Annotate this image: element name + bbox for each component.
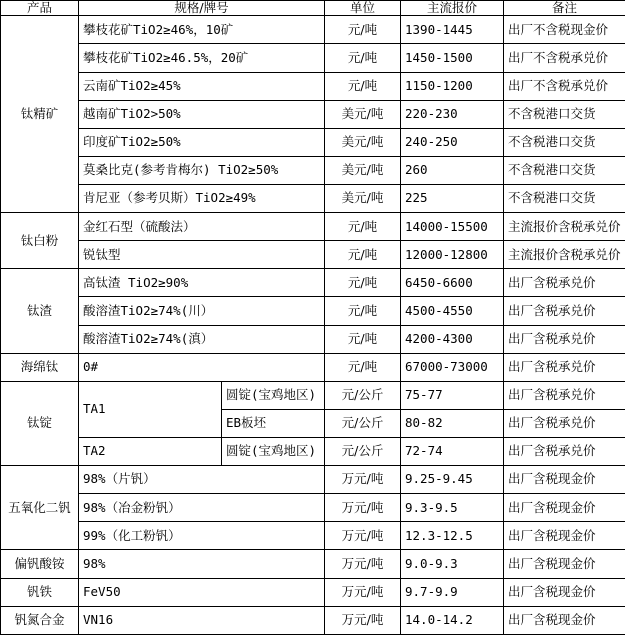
spec-cell: 酸溶渣TiO2≥74%(滇） [79,325,325,353]
spec-sub-cell: 圆锭(宝鸡地区) [222,381,325,409]
price-cell: 14.0-14.2 [401,606,504,634]
spec-cell: 98%（冶金粉钒） [79,494,325,522]
price-cell: 80-82 [401,409,504,437]
unit-cell: 万元/吨 [325,578,401,606]
unit-cell: 万元/吨 [325,522,401,550]
category-cell: 钛锭 [1,381,79,465]
note-cell: 主流报价含税承兑价 [504,213,625,241]
table-row [1,185,625,213]
header-price: 主流报价 [401,1,504,16]
price-cell: 67000-73000 [401,353,504,381]
unit-cell: 美元/吨 [325,128,401,156]
price-cell: 9.25-9.45 [401,466,504,494]
table-row [1,578,625,606]
table-row [1,156,625,184]
price-cell: 4200-4300 [401,325,504,353]
unit-cell: 元/公斤 [325,381,401,409]
spec-cell: 0# [79,353,325,381]
note-cell: 出厂含税承兑价 [504,297,625,325]
header-note: 备注 [504,1,625,16]
spec-cell: 高钛渣 TiO2≥90% [79,269,325,297]
table-row [1,381,625,409]
price-cell: 4500-4550 [401,297,504,325]
spec-cell: 攀枝花矿TiO2≥46.5%，20矿 [79,44,325,72]
spec-cell: 云南矿TiO2≥45% [79,72,325,100]
unit-cell: 元/吨 [325,353,401,381]
price-cell: 75-77 [401,381,504,409]
table-row [1,550,625,578]
category-cell: 钛渣 [1,269,79,353]
note-cell: 出厂含税承兑价 [504,381,625,409]
table-row [1,44,625,72]
note-cell: 出厂不含税现金价 [504,16,625,44]
table-row [1,128,625,156]
price-cell: 225 [401,185,504,213]
unit-cell: 万元/吨 [325,606,401,634]
note-cell: 出厂含税现金价 [504,578,625,606]
price-cell: 72-74 [401,438,504,466]
spec-sub-cell: 圆锭(宝鸡地区) [222,438,325,466]
spec-cell: TA2 [79,438,222,466]
note-cell: 出厂含税承兑价 [504,438,625,466]
spec-cell: TA1 [79,381,222,437]
unit-cell: 元/吨 [325,16,401,44]
spec-cell: 98% [79,550,325,578]
spec-cell: 越南矿TiO2>50% [79,100,325,128]
note-cell: 出厂含税现金价 [504,466,625,494]
table-body [1,16,625,635]
table-row [1,241,625,269]
table-row [1,16,625,44]
spec-cell: 98%（片钒） [79,466,325,494]
unit-cell: 元/吨 [325,241,401,269]
unit-cell: 美元/吨 [325,185,401,213]
unit-cell: 元/吨 [325,269,401,297]
price-cell: 240-250 [401,128,504,156]
note-cell: 出厂含税承兑价 [504,269,625,297]
table-row [1,438,625,466]
header-row [1,1,625,16]
price-cell: 9.7-9.9 [401,578,504,606]
category-cell: 钒氮合金 [1,606,79,634]
table-row [1,353,625,381]
price-cell: 1450-1500 [401,44,504,72]
price-cell: 6450-6600 [401,269,504,297]
price-cell: 9.0-9.3 [401,550,504,578]
table-row [1,466,625,494]
note-cell: 主流报价含税承兑价 [504,241,625,269]
spec-cell: 肯尼亚（参考贝斯）TiO2≥49% [79,185,325,213]
spec-cell: 酸溶渣TiO2≥74%(川） [79,297,325,325]
unit-cell: 元/公斤 [325,409,401,437]
unit-cell: 元/吨 [325,72,401,100]
price-cell: 14000-15500 [401,213,504,241]
category-cell: 钛精矿 [1,16,79,213]
spec-cell: 攀枝花矿TiO2≥46%，10矿 [79,16,325,44]
table-row [1,494,625,522]
note-cell: 不含税港口交货 [504,156,625,184]
note-cell: 出厂不含税承兑价 [504,72,625,100]
spec-cell: 莫桑比克(参考肯梅尔) TiO2≥50% [79,156,325,184]
price-cell: 9.3-9.5 [401,494,504,522]
unit-cell: 元/公斤 [325,438,401,466]
table-row [1,269,625,297]
table-row [1,522,625,550]
note-cell: 出厂含税现金价 [504,606,625,634]
note-cell: 不含税港口交货 [504,100,625,128]
spec-cell: 锐钛型 [79,241,325,269]
unit-cell: 万元/吨 [325,550,401,578]
category-cell: 偏钒酸铵 [1,550,79,578]
table-row [1,297,625,325]
spec-cell: 金红石型（硫酸法） [79,213,325,241]
unit-cell: 元/吨 [325,325,401,353]
table-row [1,72,625,100]
unit-cell: 美元/吨 [325,100,401,128]
spec-cell: FeV50 [79,578,325,606]
note-cell: 出厂含税承兑价 [504,409,625,437]
table-row [1,213,625,241]
spec-sub-cell: EB板坯 [222,409,325,437]
table-row [1,325,625,353]
price-cell: 1150-1200 [401,72,504,100]
category-cell: 五氧化二钒 [1,466,79,550]
spec-cell: 99%（化工粉钒） [79,522,325,550]
note-cell: 不含税港口交货 [504,128,625,156]
unit-cell: 元/吨 [325,213,401,241]
table-row [1,100,625,128]
table-header [1,1,625,16]
note-cell: 出厂含税承兑价 [504,353,625,381]
category-cell: 钒铁 [1,578,79,606]
unit-cell: 元/吨 [325,44,401,72]
price-cell: 12000-12800 [401,241,504,269]
note-cell: 出厂含税现金价 [504,494,625,522]
price-cell: 220-230 [401,100,504,128]
header-product: 产品 [1,1,79,16]
note-cell: 出厂不含税承兑价 [504,44,625,72]
header-unit: 单位 [325,1,401,16]
category-cell: 钛白粉 [1,213,79,269]
unit-cell: 元/吨 [325,297,401,325]
note-cell: 出厂含税现金价 [504,522,625,550]
spec-cell: 印度矿TiO2≥50% [79,128,325,156]
unit-cell: 万元/吨 [325,494,401,522]
price-cell: 1390-1445 [401,16,504,44]
price-cell: 12.3-12.5 [401,522,504,550]
unit-cell: 美元/吨 [325,156,401,184]
category-cell: 海绵钛 [1,353,79,381]
note-cell: 出厂含税承兑价 [504,325,625,353]
header-spec: 规格/牌号 [79,1,325,16]
note-cell: 不含税港口交货 [504,185,625,213]
table-row [1,606,625,634]
spec-cell: VN16 [79,606,325,634]
unit-cell: 万元/吨 [325,466,401,494]
price-cell: 260 [401,156,504,184]
note-cell: 出厂含税现金价 [504,550,625,578]
